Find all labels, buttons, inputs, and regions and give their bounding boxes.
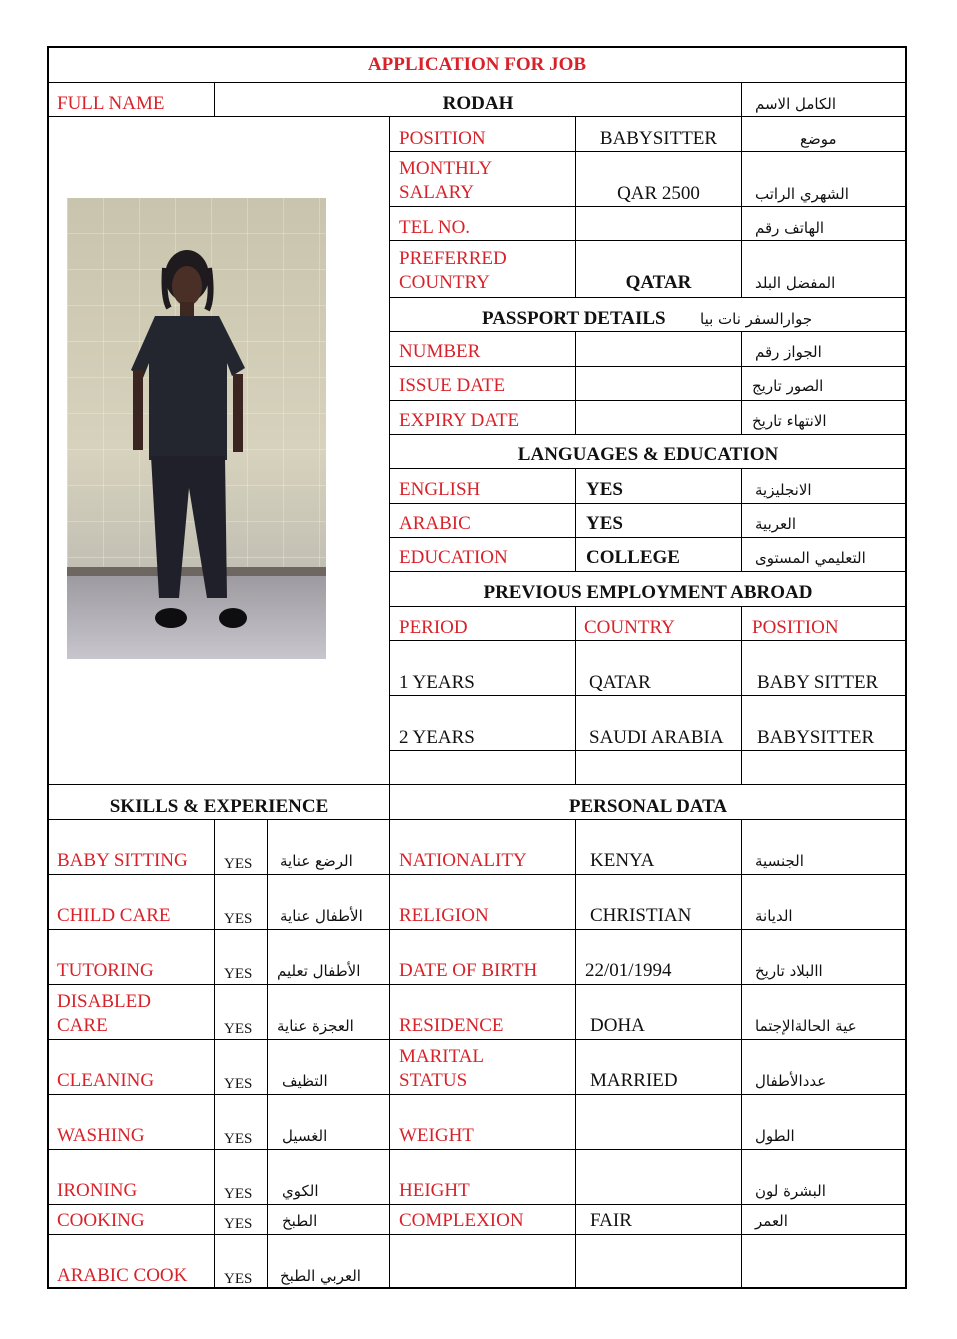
full-name-label: FULL NAME bbox=[57, 93, 165, 114]
skill-label: COOKING bbox=[57, 1210, 145, 1231]
employment-period: 1 YEARS bbox=[399, 672, 475, 693]
skill-value: YES bbox=[224, 856, 253, 872]
skill-label: ARABIC COOK bbox=[57, 1265, 188, 1286]
issue-date-ar: الصور تاريج bbox=[752, 377, 824, 395]
skill-ar: الأطفال تعليم bbox=[277, 962, 361, 980]
residence-value: DOHA bbox=[590, 1015, 645, 1036]
skill-value: YES bbox=[224, 911, 253, 927]
skill-label: DISABLED CARE bbox=[57, 991, 151, 1036]
tel-ar: الهاتف رقم bbox=[755, 219, 825, 237]
skills-heading: SKILLS & EXPERIENCE bbox=[109, 796, 329, 817]
preferred-country-label: PREFERRED COUNTRY bbox=[399, 248, 507, 293]
preferred-country-value: QATAR bbox=[625, 272, 692, 293]
skill-value: YES bbox=[224, 1216, 253, 1232]
skill-ar: العربي الطبخ bbox=[280, 1267, 361, 1285]
expiry-date-ar: الانتهاء تاريخ bbox=[752, 412, 827, 430]
marital-status-value: MARRIED bbox=[590, 1070, 678, 1091]
skill-label: BABY SITTING bbox=[57, 850, 188, 871]
marital-status-label: MARITAL STATUS bbox=[399, 1046, 484, 1091]
height-ar: البشرة لون bbox=[755, 1182, 826, 1200]
weight-ar: الطول bbox=[755, 1127, 795, 1145]
nationality-label: NATIONALITY bbox=[399, 850, 527, 871]
full-name-ar: الكامل الاسم bbox=[755, 95, 837, 113]
skill-label: CLEANING bbox=[57, 1070, 155, 1091]
nationality-ar: الجنسية bbox=[755, 852, 804, 870]
skill-ar: التظيف bbox=[282, 1072, 328, 1090]
passport-number-ar: الجواز رقم bbox=[755, 343, 822, 361]
employment-period: 2 YEARS bbox=[399, 727, 475, 748]
skill-label: TUTORING bbox=[57, 960, 154, 981]
employment-country: QATAR bbox=[589, 672, 651, 693]
arabic-value: YES bbox=[586, 513, 623, 534]
skill-ar: الكوي bbox=[282, 1182, 319, 1200]
passport-heading-ar: جوارالسفر نات بيا bbox=[700, 310, 813, 328]
skill-value: YES bbox=[224, 1021, 253, 1037]
employment-country: SAUDI ARABIA bbox=[589, 727, 724, 748]
date-of-birth-ar: االبلاد تاريخ bbox=[755, 962, 823, 980]
skill-ar: العجزة عناية bbox=[277, 1017, 354, 1035]
complexion-label: COMPLEXION bbox=[399, 1210, 524, 1231]
marital-status-ar: عددالأطفال bbox=[755, 1072, 827, 1090]
complexion-ar: العمر bbox=[755, 1212, 788, 1230]
employment-position: BABY SITTER bbox=[757, 672, 879, 693]
english-value: YES bbox=[586, 479, 623, 500]
english-label: ENGLISH bbox=[399, 479, 481, 500]
skill-ar: الأطفال عناية bbox=[280, 907, 363, 925]
skill-value: YES bbox=[224, 1076, 253, 1092]
expiry-date-label: EXPIRY DATE bbox=[399, 410, 520, 431]
weight-label: WEIGHT bbox=[399, 1125, 474, 1146]
complexion-value: FAIR bbox=[590, 1210, 632, 1231]
skill-label: CHILD CARE bbox=[57, 905, 171, 926]
skill-ar: الطبخ bbox=[282, 1212, 318, 1230]
arabic-ar: العربية bbox=[755, 515, 796, 533]
nationality-value: KENYA bbox=[590, 850, 655, 871]
skill-value: YES bbox=[224, 966, 253, 982]
education-value: COLLEGE bbox=[586, 547, 680, 568]
issue-date-label: ISSUE DATE bbox=[399, 375, 506, 396]
height-label: HEIGHT bbox=[399, 1180, 470, 1201]
passport-number-label: NUMBER bbox=[399, 341, 481, 362]
religion-value: CHRISTIAN bbox=[590, 905, 692, 926]
arabic-label: ARABIC bbox=[399, 513, 471, 534]
skill-value: YES bbox=[224, 1186, 253, 1202]
education-label: EDUCATION bbox=[399, 547, 508, 568]
period-column-header: PERIOD bbox=[399, 617, 468, 638]
skill-value: YES bbox=[224, 1131, 253, 1147]
employment-position: BABYSITTER bbox=[757, 727, 875, 748]
residence-label: RESIDENCE bbox=[399, 1015, 504, 1036]
preferred-country-ar: المفضل البلد bbox=[755, 274, 836, 292]
languages-heading: LANGUAGES & EDUCATION bbox=[517, 444, 779, 465]
skill-ar: الغسيل bbox=[282, 1127, 328, 1145]
personal-heading: PERSONAL DATA bbox=[568, 796, 728, 817]
religion-ar: الديانة bbox=[755, 907, 793, 925]
english-ar: الانجليزية bbox=[755, 481, 812, 499]
position-label: POSITION bbox=[399, 128, 486, 149]
employment-heading: PREVIOUS EMPLOYMENT ABROAD bbox=[483, 582, 813, 603]
form-title: APPLICATION FOR JOB bbox=[367, 54, 587, 75]
position-ar: موضع bbox=[800, 130, 837, 148]
skill-ar: الرضع عناية bbox=[280, 852, 353, 870]
full-name-value: RODAH bbox=[442, 93, 514, 114]
position-column-header: POSITION bbox=[752, 617, 839, 638]
passport-heading: PASSPORT DETAILS bbox=[482, 308, 666, 329]
salary-label: MONTHLY SALARY bbox=[399, 158, 492, 203]
skill-label: IRONING bbox=[57, 1180, 138, 1201]
skill-value: YES bbox=[224, 1271, 253, 1287]
religion-label: RELIGION bbox=[399, 905, 489, 926]
applicant-photo bbox=[67, 198, 326, 659]
salary-value: QAR 2500 bbox=[617, 183, 700, 204]
date-of-birth-value: 22/01/1994 bbox=[585, 960, 672, 981]
residence-ar: عية الحالةالإجتما bbox=[755, 1017, 857, 1035]
position-value: BABYSITTER bbox=[599, 128, 718, 149]
country-column-header: COUNTRY bbox=[584, 617, 675, 638]
salary-ar: الشهري الراتب bbox=[755, 185, 849, 203]
education-ar: التعليمي المستوى bbox=[755, 549, 866, 567]
date-of-birth-label: DATE OF BIRTH bbox=[399, 960, 538, 981]
skill-label: WASHING bbox=[57, 1125, 145, 1146]
tel-label: TEL NO. bbox=[399, 217, 471, 238]
